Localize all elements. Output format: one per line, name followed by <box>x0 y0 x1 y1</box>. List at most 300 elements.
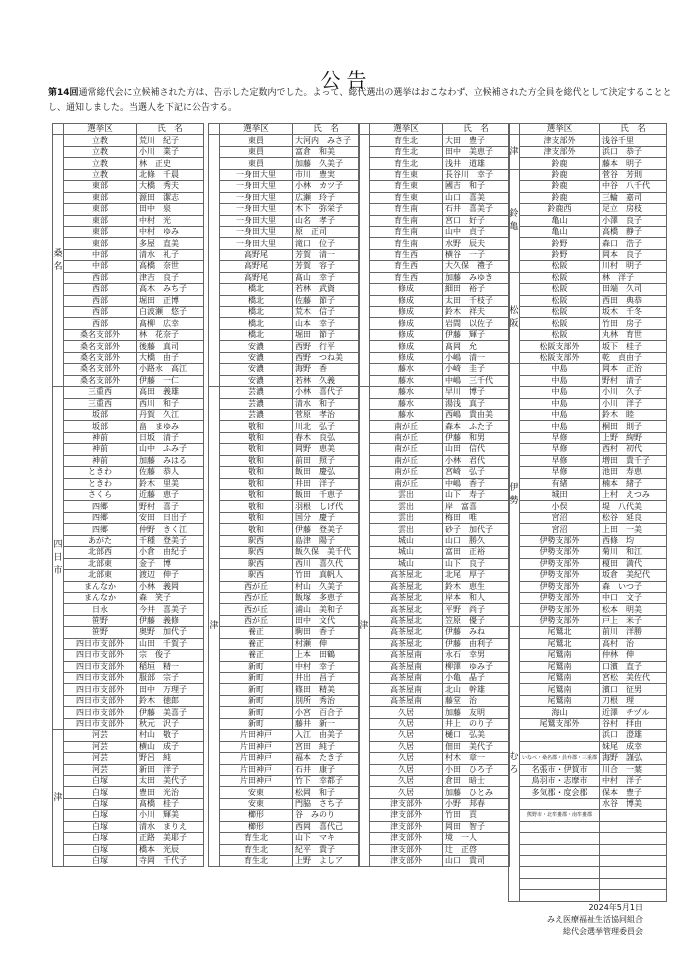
name-cell: 藤堂 治 <box>443 695 510 706</box>
table-row <box>53 295 204 306</box>
table-row <box>359 535 510 546</box>
table-row <box>53 753 204 764</box>
name-cell: 佃田 美代子 <box>443 741 510 752</box>
district-cell: 高茶屋北 <box>370 627 443 638</box>
name-cell: 中嶋 三千代 <box>443 375 510 386</box>
name-cell: 大河内 みさ子 <box>293 135 360 146</box>
name-cell: 砂子 加代子 <box>443 524 510 535</box>
name-cell: 水野 辰夫 <box>443 238 510 249</box>
table-row <box>53 478 204 489</box>
table-row <box>53 833 204 844</box>
table-row <box>509 798 667 809</box>
district-cell: 久居 <box>370 730 443 741</box>
table-row <box>209 329 360 340</box>
name-cell: 西野 つね美 <box>293 352 360 363</box>
name-header: 氏 名 <box>600 124 667 135</box>
district-cell: 津支部外 <box>370 798 443 809</box>
name-cell: 水谷 博美 <box>600 798 667 809</box>
table-row <box>359 512 510 523</box>
name-cell: 堀田 節子 <box>293 329 360 340</box>
name-cell: 野村 清子 <box>600 375 667 386</box>
table-row <box>209 810 360 821</box>
name-cell: 戸上 米子 <box>600 615 667 626</box>
name-cell: 上田 一美 <box>600 524 667 535</box>
table-row <box>359 684 510 695</box>
name-cell: 田中 文代 <box>293 615 360 626</box>
name-cell: 中村 光 <box>137 215 204 226</box>
district-cell: 新町 <box>220 695 293 706</box>
name-cell <box>600 890 667 901</box>
name-cell: 加藤 みゆき <box>443 272 510 283</box>
name-cell: 鈴木 祥夫 <box>443 307 510 318</box>
table-row <box>359 547 510 558</box>
district-cell: 伊勢支部外 <box>520 535 600 546</box>
name-cell: 富倉 和美 <box>293 146 360 157</box>
table-row <box>209 650 360 661</box>
district-cell: 白塚 <box>64 833 137 844</box>
district-cell: 三重西 <box>64 387 137 398</box>
district-cell: 鈴鹿 <box>520 169 600 180</box>
table-row <box>53 341 204 352</box>
table-row <box>359 581 510 592</box>
district-cell: 安濃 <box>220 364 293 375</box>
district-cell: 高野尾 <box>220 261 293 272</box>
name-cell: 宮崎 弘子 <box>443 467 510 478</box>
table-row <box>359 730 510 741</box>
district-cell: 北部東 <box>64 570 137 581</box>
table-row <box>209 455 360 466</box>
district-cell: 尾鷲北 <box>520 627 600 638</box>
name-cell: 中村 幸子 <box>293 661 360 672</box>
table-row <box>359 718 510 729</box>
name-cell: 坂木 千冬 <box>600 307 667 318</box>
table-row <box>509 181 667 192</box>
table-row <box>509 501 667 512</box>
district-cell: 四日市支部外 <box>64 718 137 729</box>
district-cell: 中島 <box>520 409 600 420</box>
table-row <box>53 146 204 157</box>
table-row <box>209 856 360 867</box>
district-cell: 敬和 <box>220 501 293 512</box>
table-row <box>509 387 667 398</box>
district-header: 選挙区 <box>520 124 600 135</box>
name-cell: 加藤 久美子 <box>293 158 360 169</box>
district-cell: 芸濃 <box>220 398 293 409</box>
table-row <box>53 387 204 398</box>
name-cell: 小路永 高江 <box>137 364 204 375</box>
table-row <box>359 352 510 363</box>
name-cell: 太田 千枝子 <box>443 295 510 306</box>
name-cell: 森本 ふた子 <box>443 421 510 432</box>
district-cell: 藤水 <box>370 364 443 375</box>
name-cell: 中嶋 香子 <box>443 478 510 489</box>
table-row <box>209 581 360 592</box>
district-cell: 白塚 <box>64 844 137 855</box>
district-cell: 小俣 <box>520 501 600 512</box>
table-row <box>509 238 667 249</box>
district-cell: 桑名支部外 <box>64 341 137 352</box>
name-cell <box>600 821 667 832</box>
table-row <box>209 638 360 649</box>
group-header <box>53 124 64 135</box>
name-cell: 鈴木 睦 <box>600 409 667 420</box>
table-row <box>209 490 360 501</box>
name-cell: 小崎 圭子 <box>443 364 510 375</box>
district-cell: 藤水 <box>370 375 443 386</box>
table-row <box>359 387 510 398</box>
district-cell: 一身田大里 <box>220 204 293 215</box>
name-cell: 小野 邦春 <box>443 798 510 809</box>
table-row <box>359 856 510 867</box>
district-cell: 立教 <box>64 146 137 157</box>
name-cell: 田中 泉 <box>137 204 204 215</box>
name-cell: 広瀬 玲子 <box>293 192 360 203</box>
district-cell: 亀山 <box>520 226 600 237</box>
district-cell: 敬和 <box>220 490 293 501</box>
table-row <box>509 592 667 603</box>
district-header: 選挙区 <box>220 124 293 135</box>
name-cell: 佐藤 恭人 <box>137 467 204 478</box>
table-row <box>209 226 360 237</box>
name-cell: 高木 みち子 <box>137 284 204 295</box>
district-cell: 高茶屋北 <box>370 604 443 615</box>
table-row <box>509 249 667 260</box>
name-cell: 原 正司 <box>293 226 360 237</box>
name-cell: 山口 貴司 <box>443 856 510 867</box>
table-row <box>509 261 667 272</box>
name-cell: 山中 貞子 <box>443 226 510 237</box>
table-row <box>509 215 667 226</box>
name-cell: 千種 登美子 <box>137 535 204 546</box>
district-cell: 神前 <box>64 455 137 466</box>
table-row <box>509 135 667 146</box>
name-cell: 村木 章一 <box>443 753 510 764</box>
table-row <box>53 490 204 501</box>
district-cell: 北部西 <box>64 547 137 558</box>
name-cell: 宮松 美佐代 <box>600 673 667 684</box>
name-cell: 妹尾 成幸 <box>600 741 667 752</box>
footer-committee: 総代会選挙管理委員会 <box>563 927 643 936</box>
district-cell: 日永 <box>64 604 137 615</box>
table-row <box>209 375 360 386</box>
district-cell: 海山 <box>520 707 600 718</box>
district-cell: 早修 <box>520 467 600 478</box>
district-cell: 河芸 <box>64 753 137 764</box>
district-cell: 育生北 <box>370 158 443 169</box>
district-cell: 敬和 <box>220 467 293 478</box>
district-cell: 白塚 <box>64 787 137 798</box>
name-cell: 伊藤 登美子 <box>293 524 360 535</box>
name-cell: 田中 美恵子 <box>443 146 510 157</box>
table-row <box>53 592 204 603</box>
district-cell: 新町 <box>220 661 293 672</box>
name-cell: 坂下 桂子 <box>600 341 667 352</box>
name-cell: 安田 日出子 <box>137 512 204 523</box>
table-row <box>359 787 510 798</box>
table-row <box>359 627 510 638</box>
table-row <box>359 146 510 157</box>
name-cell: 野呂 純 <box>137 753 204 764</box>
name-cell: 谷 みのり <box>293 810 360 821</box>
name-cell: 秋元 沢子 <box>137 718 204 729</box>
table-row <box>359 444 510 455</box>
table-row <box>53 181 204 192</box>
name-cell: 井出 昌子 <box>293 673 360 684</box>
district-cell: 高茶屋南 <box>370 684 443 695</box>
district-cell: 久居 <box>370 753 443 764</box>
name-cell: 高村 治 <box>600 638 667 649</box>
name-cell: 山下 マキ <box>293 833 360 844</box>
name-cell: 小川 輝美 <box>137 810 204 821</box>
name-cell: 山本 幸子 <box>293 318 360 329</box>
district-cell: 安濃 <box>220 352 293 363</box>
name-cell: 早川 博子 <box>443 387 510 398</box>
name-cell: 浅谷千里 <box>600 135 667 146</box>
table-row <box>209 295 360 306</box>
district-cell: 中島 <box>520 387 600 398</box>
table-row <box>359 615 510 626</box>
name-cell: 辻 正啓 <box>443 844 510 855</box>
table-row <box>509 627 667 638</box>
name-cell: 林 花奈子 <box>137 329 204 340</box>
name-cell: 小亀 晶子 <box>443 673 510 684</box>
district-cell: 一身田大里 <box>220 169 293 180</box>
district-cell: 伊勢支部外 <box>520 547 600 558</box>
name-cell: 上野 絢野 <box>600 432 667 443</box>
name-cell: 髙岡 允 <box>443 341 510 352</box>
name-cell: 梅田 唯 <box>443 512 510 523</box>
table-row <box>209 135 360 146</box>
district-cell: 雲出 <box>370 524 443 535</box>
name-cell: 笠原 優子 <box>443 615 510 626</box>
name-cell: 入江 由美子 <box>293 730 360 741</box>
name-cell: 北條 千晨 <box>137 169 204 180</box>
table-row <box>359 341 510 352</box>
table-row <box>509 638 667 649</box>
district-cell: 松阪支部外 <box>520 341 600 352</box>
district-cell: 北部東 <box>64 558 137 569</box>
name-cell: 前田 照子 <box>293 455 360 466</box>
table-row <box>53 558 204 569</box>
district-cell: 南が丘 <box>370 467 443 478</box>
name-cell: 宗 俊子 <box>137 650 204 661</box>
name-cell: 鈴木 恵生 <box>443 581 510 592</box>
name-cell: 菅谷 芳則 <box>600 169 667 180</box>
name-cell <box>600 844 667 855</box>
name-cell: 伊藤 みね <box>443 627 510 638</box>
district-cell: 四郷 <box>64 524 137 535</box>
district-cell: 白塚 <box>64 810 137 821</box>
table-row <box>209 775 360 786</box>
table-row <box>509 570 667 581</box>
district-cell: 東員 <box>220 135 293 146</box>
district-header: 選挙区 <box>64 124 137 135</box>
table-row <box>209 570 360 581</box>
table-row <box>209 181 360 192</box>
table-row <box>359 226 510 237</box>
name-cell: 長谷川 幸子 <box>443 169 510 180</box>
name-cell: 髙柳 広幸 <box>137 318 204 329</box>
table-row <box>209 730 360 741</box>
table-row <box>509 764 667 775</box>
name-cell: 國吉 和子 <box>443 181 510 192</box>
district-cell: 津支部外 <box>370 844 443 855</box>
name-cell: 正路 美耶子 <box>137 833 204 844</box>
table-row <box>359 810 510 821</box>
name-cell: 伊藤 一仁 <box>137 375 204 386</box>
table-row <box>209 444 360 455</box>
name-cell: 高橋 静子 <box>600 226 667 237</box>
district-cell: 育生東 <box>370 192 443 203</box>
name-cell: 中口 文子 <box>600 592 667 603</box>
table-row <box>53 318 204 329</box>
district-cell: 早修 <box>520 444 600 455</box>
table-row <box>53 718 204 729</box>
table-row <box>509 741 667 752</box>
name-cell: 山田 信代 <box>443 444 510 455</box>
table-row <box>209 753 360 764</box>
table-row <box>209 146 360 157</box>
name-cell: 井上 のり子 <box>443 718 510 729</box>
table-row <box>209 821 360 832</box>
district-cell: 尾鷲南 <box>520 650 600 661</box>
name-cell: 大橋 秀夫 <box>137 181 204 192</box>
table-row <box>509 878 667 889</box>
name-cell: 飯塚 多恵子 <box>293 592 360 603</box>
district-cell: 鈴野 <box>520 249 600 260</box>
table-row <box>359 570 510 581</box>
name-cell: 井田 洋子 <box>293 478 360 489</box>
table-row <box>359 318 510 329</box>
name-cell: 北山 幹雄 <box>443 684 510 695</box>
table-row <box>509 467 667 478</box>
name-cell: 北尾 厚子 <box>443 570 510 581</box>
name-cell: 竹田 真帆人 <box>293 570 360 581</box>
district-cell: 中島 <box>520 364 600 375</box>
district-cell: 高茶屋北 <box>370 638 443 649</box>
district-cell <box>520 856 600 867</box>
district-cell: 高野尾 <box>220 272 293 283</box>
name-cell: 芳賀 清一 <box>293 249 360 260</box>
table-row <box>53 375 204 386</box>
table-row <box>509 684 667 695</box>
district-cell: 鳥羽市・志摩市 <box>520 775 600 786</box>
table-row <box>209 764 360 775</box>
district-cell: 育生東 <box>370 181 443 192</box>
name-cell: 細田 裕子 <box>443 284 510 295</box>
district-cell: 城山 <box>370 535 443 546</box>
name-cell: 川村 明子 <box>600 261 667 272</box>
table-row <box>359 741 510 752</box>
district-cell: 松阪支部外 <box>520 352 600 363</box>
name-cell: 荒木 信子 <box>293 307 360 318</box>
table-row <box>359 764 510 775</box>
table-row <box>509 421 667 432</box>
name-cell: 佐藤 節子 <box>293 295 360 306</box>
name-cell: 山下 寿子 <box>443 490 510 501</box>
district-cell: 松阪 <box>520 272 600 283</box>
table-row <box>53 307 204 318</box>
name-cell: 濱口 征男 <box>600 684 667 695</box>
name-cell: 湯浅 真子 <box>443 398 510 409</box>
district-cell: 橋北 <box>220 295 293 306</box>
district-cell: 雲出 <box>370 501 443 512</box>
table-row <box>53 764 204 775</box>
name-cell: 榎田 満代 <box>600 558 667 569</box>
name-cell: 山田 千賀子 <box>137 638 204 649</box>
intro-body: 通常総代会に立候補された方は、告示した定数内でした。よって、総代選出の選挙はおこなわず、立候補された方全員を総代として決定することとし、通知しました。当選人を下記に公告する。 <box>48 88 672 113</box>
group-cell: 津 <box>509 135 520 169</box>
name-cell: 村瀬 伸 <box>293 638 360 649</box>
name-cell: 西岡 喜代己 <box>293 821 360 832</box>
name-cell <box>600 856 667 867</box>
name-cell: 後藤 真司 <box>137 341 204 352</box>
table-row <box>359 707 510 718</box>
table-row <box>359 592 510 603</box>
table-row <box>53 638 204 649</box>
district-cell <box>520 844 600 855</box>
district-cell: 四日市支部外 <box>64 673 137 684</box>
district-cell: 育生南 <box>370 204 443 215</box>
table-row <box>209 592 360 603</box>
district-cell: 中部 <box>64 261 137 272</box>
table-row <box>359 604 510 615</box>
name-cell: 岡野 恵美 <box>293 444 360 455</box>
table-row <box>359 375 510 386</box>
name-cell: 島津 陽子 <box>293 535 360 546</box>
table-row <box>359 844 510 855</box>
name-cell: 西田 典恭 <box>600 295 667 306</box>
district-cell: 片田神戸 <box>220 753 293 764</box>
district-cell: 津支部外 <box>370 856 443 867</box>
name-cell: 小宮 百合子 <box>293 707 360 718</box>
name-cell: 岸本 和人 <box>443 592 510 603</box>
district-cell: 育生西 <box>370 249 443 260</box>
district-cell: 育生西 <box>370 272 443 283</box>
district-cell: 安東 <box>220 798 293 809</box>
table-row <box>53 409 204 420</box>
district-cell <box>520 890 600 901</box>
district-cell: 立教 <box>64 135 137 146</box>
district-cell: 修成 <box>370 352 443 363</box>
district-cell: 神前 <box>64 444 137 455</box>
table-row <box>509 375 667 386</box>
table-row <box>509 833 667 844</box>
name-cell: 浜口 澄雄 <box>600 730 667 741</box>
name-cell: 大久保 禮子 <box>443 261 510 272</box>
name-cell: 鈴木 徳郎 <box>137 695 204 706</box>
name-cell: 宮口 好子 <box>443 215 510 226</box>
table-row <box>509 341 667 352</box>
name-cell: 木下 弥栄子 <box>293 204 360 215</box>
name-cell <box>600 867 667 878</box>
district-cell: 高茶屋北 <box>370 581 443 592</box>
group-header <box>359 124 370 135</box>
name-cell: 中村 ゆみ <box>137 226 204 237</box>
name-cell: 鈴木 里美 <box>137 478 204 489</box>
name-cell: 伊藤 和男 <box>443 432 510 443</box>
table-row <box>53 570 204 581</box>
table-header <box>359 124 510 135</box>
district-cell: 西が丘 <box>220 615 293 626</box>
table-row <box>509 821 667 832</box>
table-row <box>359 261 510 272</box>
table-row <box>509 398 667 409</box>
table-row <box>209 798 360 809</box>
name-cell: 上村 えつみ <box>600 490 667 501</box>
name-cell: 豊田 光治 <box>137 787 204 798</box>
district-cell: 片田神戸 <box>220 730 293 741</box>
